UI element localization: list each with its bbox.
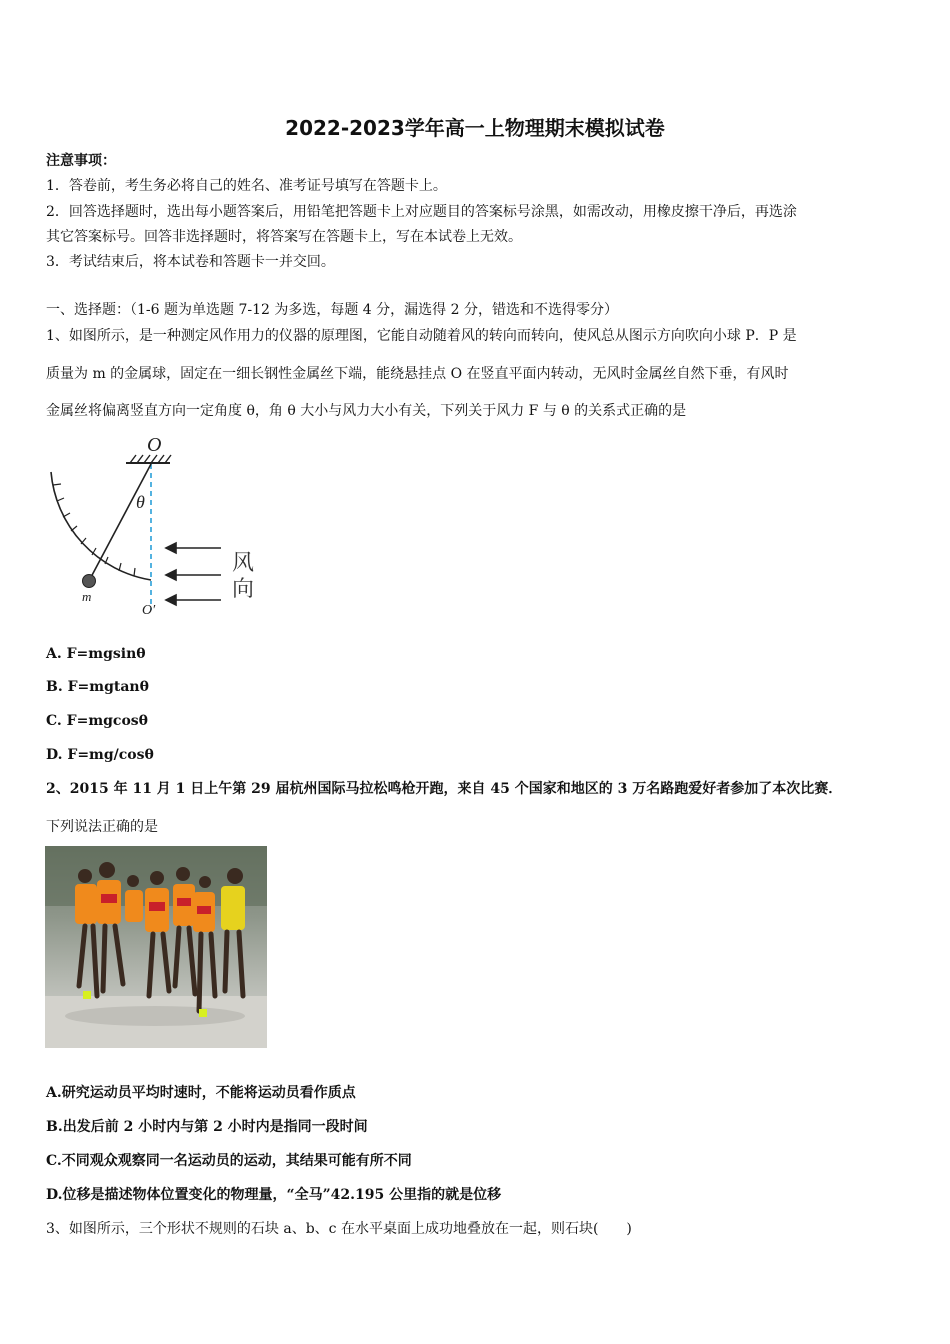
page-title: 2022-2023学年高一上物理期末模拟试卷: [285, 116, 665, 140]
marathon-photo: [45, 846, 267, 1048]
q2-option-d-text: D.位移是描述物体位置变化的物理量，“全马”42.195 公里指的就是位移: [46, 1187, 502, 1203]
point-o-label: O: [147, 434, 162, 456]
question-1-line-2: 质量为 m 的金属球，固定在一细长钢性金属丝下端，能绕悬挂点 O 在竖直平面内转动，无风时金属丝自然下垂，有风时: [46, 366, 789, 382]
section-heading: 一、选择题：（1-6 题为单选题 7-12 为多选，每题 4 分，漏选得 2 分，错选和不选得零分）: [46, 302, 618, 318]
q1-option-c-text: C. F=mgcosθ: [46, 713, 148, 729]
metal-ball: [83, 575, 96, 588]
question-2-line-1: 2、2015 年 11 月 1 日上午第 29 届杭州国际马拉松鸣枪开跑，来自 45 个国家和地区的 3 万名路跑爱好者参加了本次比赛．: [46, 781, 843, 797]
q2-option-b-text: B.出发后前 2 小时内与第 2 小时内是指同一段时间: [46, 1119, 368, 1135]
notice-heading: 注意事项：: [46, 153, 116, 169]
q1-option-d[interactable]: [46, 745, 154, 765]
question-3-line-1: 3、如图所示，三个形状不规则的石块 a、b、c 在水平桌面上成功地叠放在一起，则石块( ): [46, 1221, 632, 1237]
question-1-line-1: 1、如图所示，是一种测定风作用力的仪器的原理图，它能自动随着风的转向而转向，使风总从图示方向吹向小球 P．P 是: [46, 328, 797, 344]
q2-option-c-text: C.不同观众观察同一名运动员的运动，其结果可能有所不同: [46, 1153, 412, 1169]
q2-option-b[interactable]: [46, 1117, 368, 1137]
wind-label-bottom: 向: [232, 577, 255, 602]
point-o-prime-label: O′: [142, 603, 156, 618]
mass-label: m: [82, 589, 92, 604]
q2-option-c[interactable]: [46, 1151, 412, 1171]
q2-option-a-text: A.研究运动员平均时速时，不能将运动员看作质点: [46, 1085, 356, 1101]
q1-option-c[interactable]: [46, 711, 148, 731]
notice-item-2-line-1: 2．回答选择题时，选出每小题答案后，用铅笔把答题卡上对应题目的答案标号涂黑，如需改动，用橡皮擦干净后，再选涂: [46, 204, 797, 220]
notice-item-3: 3．考试结束后，将本试卷和答题卡一并交回。: [46, 254, 335, 270]
question-2-line-2: 下列说法正确的是: [46, 819, 158, 835]
q1-option-a[interactable]: [46, 644, 146, 664]
q2-option-a[interactable]: [46, 1083, 356, 1103]
q1-option-d-text: D. F=mg/cosθ: [46, 747, 154, 763]
wind-instrument-diagram: [44, 430, 274, 622]
notice-item-1: 1．答卷前，考生务必将自己的姓名、准考证号填写在答题卡上。: [46, 178, 447, 194]
wind-label-top: 风: [232, 551, 255, 576]
q1-option-b[interactable]: [46, 677, 149, 697]
q1-option-a-text: A. F=mgsinθ: [46, 646, 146, 662]
marathon-runners-image: [45, 846, 267, 1048]
notice-item-2-line-2: 其它答案标号。回答非选择题时，将答案写在答题卡上，写在本试卷上无效。: [46, 229, 522, 245]
q1-option-b-text: B. F=mgtanθ: [46, 679, 149, 695]
q2-option-d[interactable]: [46, 1185, 501, 1205]
question-1-line-3: 金属丝将偏离竖直方向一定角度 θ，角 θ 大小与风力大小有关，下列关于风力 F 与 θ 的关系式正确的是: [46, 403, 687, 419]
theta-label: θ: [136, 492, 145, 512]
